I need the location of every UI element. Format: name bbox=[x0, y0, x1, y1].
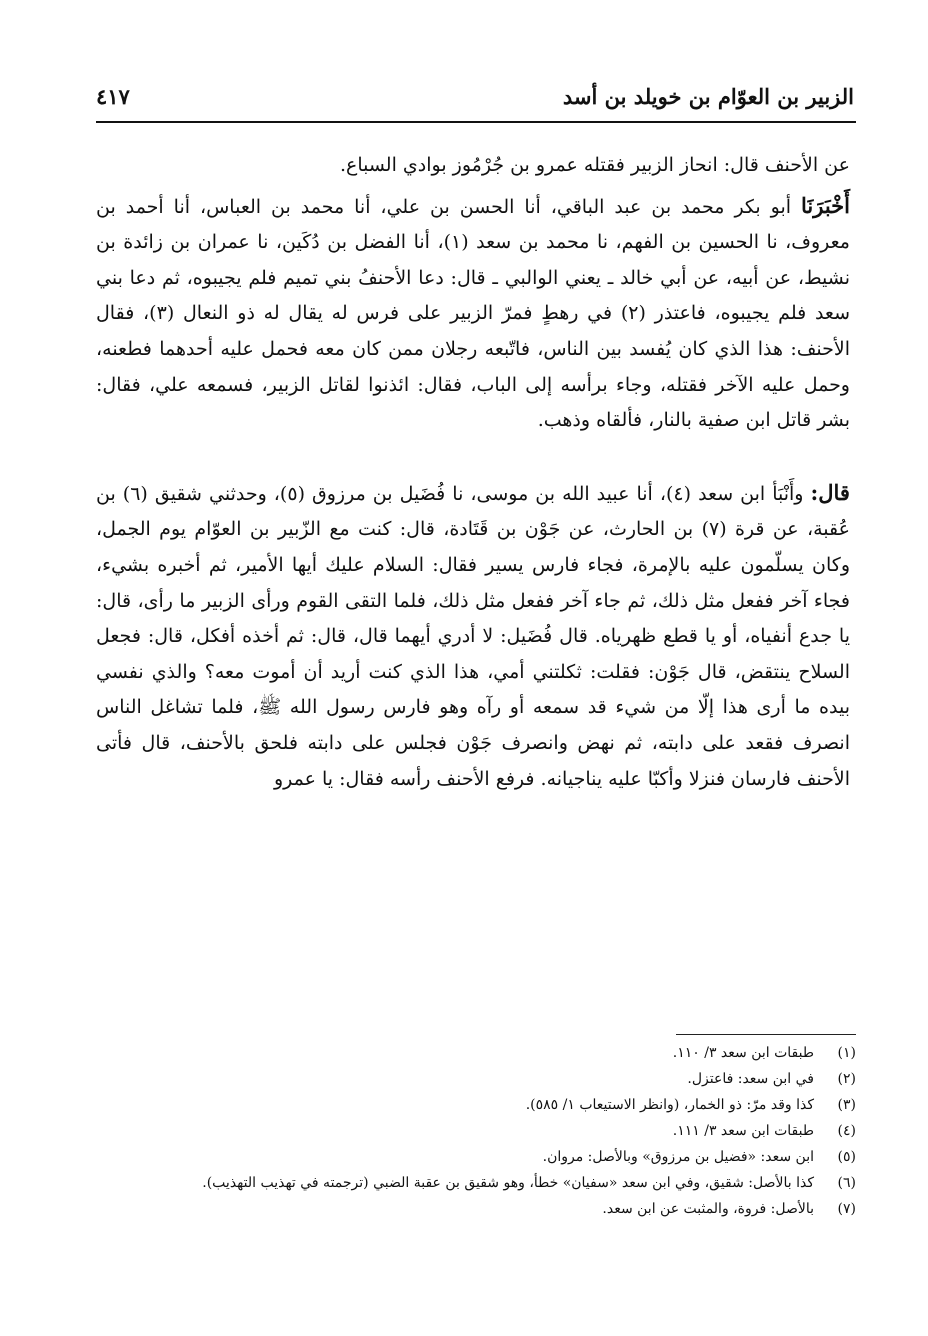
footnote-number: (٣) bbox=[837, 1097, 856, 1113]
footnotes bbox=[96, 1040, 856, 1222]
footnote-number: (١) bbox=[837, 1045, 856, 1061]
footnote-rule bbox=[676, 1034, 856, 1035]
footnote-number: (٦) bbox=[837, 1175, 856, 1191]
paragraph-3-lead: قال: bbox=[810, 479, 850, 505]
main-text bbox=[96, 148, 850, 797]
footnote-text: ابن سعد: «فضيل بن مرزوق» وبالأصل: مروان. bbox=[542, 1149, 814, 1165]
footnote-text: كذا بالأصل: شقيق، وفي ابن سعد «سفيان» خطأ، وهو شقيق بن عقبة الضبي (ترجمته في تهذيب التهذيب). bbox=[202, 1175, 814, 1191]
paragraph-2 bbox=[96, 188, 850, 439]
footnote bbox=[96, 1092, 856, 1118]
footnote bbox=[96, 1170, 856, 1196]
paragraph-3-text: وأَنْبَأ ابن سعد (٤)، أنا عبيد الله بن موسى، نا فُضَيل بن مرزوق (٥)، وحدثني شقيق (٦) بن عُقبة، عن قرة (٧) بن الحارث، عن جَوْن بن قَتَادة، قال: كنت مع الزّبير بن العوّام يوم الجمل، وكان يسلّمون عليه بالإمرة، فجاء فارس يسير فقال: السلام عليك أيها الأمير، ثم أخبره بشيء، فجاء آخر ففعل مثل ذلك، ثم جاء آخر ففعل مثل ذلك، فلما التقى القوم ورأى الزبير ما رأى، قال: يا جدع أنفياه، أو يا قطع ظهرياه. قال فُضَيل: لا أدري أيهما قال، قال: ثم أخذه أفكل، قال: فجعل السلاح ينتقض، قال جَوْن: فقلت: ثكلتني أمي، هذا الذي كنت أريد أن أموت معه؟ والذي نفسي بيده ما أرى هذا إلّا من شيء قد سمعه أو رآه وهو فارس رسول الله ﷺ، فلما تشاغل الناس انصرف فقعد على دابته، ثم نهض وانصرف جَوْن فجلس على دابته فلحق بالأحنف، قال فأتى الأحنف فارسان فنزلا وأكبّا عليه يناجيانه. فرفع الأحنف رأسه فقال: يا عمرو bbox=[96, 482, 850, 790]
footnote-text: طبقات ابن سعد ٣/ ١١٠. bbox=[672, 1045, 814, 1061]
footnote-text: كذا وقد مرّ: ذو الخمار، (وانظر الاستيعاب ١/ ٥٨٥). bbox=[525, 1097, 814, 1113]
paragraph-3 bbox=[96, 475, 850, 797]
footnote bbox=[96, 1144, 856, 1170]
header-rule bbox=[96, 121, 856, 123]
footnote-number: (٤) bbox=[837, 1123, 856, 1139]
paragraph-2-lead: أَخْبَرَنَا bbox=[801, 192, 850, 218]
paragraph-1: عن الأحنف قال: انحاز الزبير فقتله عمرو بن جُرْمُوز بوادي السباع. bbox=[339, 154, 850, 176]
footnote-number: (٢) bbox=[837, 1071, 856, 1087]
page-header bbox=[96, 78, 854, 118]
footnote-text: في ابن سعد: فاعتزل. bbox=[687, 1071, 814, 1087]
footnote bbox=[96, 1196, 856, 1222]
footnote bbox=[96, 1040, 856, 1066]
footnote bbox=[96, 1066, 856, 1092]
footnote-text: بالأصل: فروة، والمثبت عن ابن سعد. bbox=[602, 1201, 814, 1217]
footnote bbox=[96, 1118, 856, 1144]
running-title: الزبير بن العوّام بن خويلد بن أسد bbox=[562, 84, 854, 109]
footnote-number: (٥) bbox=[837, 1149, 856, 1165]
footnote-number: (٧) bbox=[837, 1201, 856, 1217]
page-number: ٤١٧ bbox=[96, 84, 130, 109]
footnote-text: طبقات ابن سعد ٣/ ١١١. bbox=[672, 1123, 814, 1139]
paragraph-2-text: أبو بكر محمد بن عبد الباقي، أنا الحسن بن علي، أنا محمد بن العباس، أنا أحمد بن معروف، نا الحسين بن الفهم، نا محمد بن سعد (١)، أنا الفضل بن دُكَين، نا عمران بن زائدة بن نشيط، عن أبيه، عن أبي خالد ـ يعني الوالبي ـ قال: دعا الأحنفُ بني تميم فلم يجيبوه، ثم دعا بني سعد فلم يجيبوه، فاعتذر (٢) في رهطٍ فمرّ الزبير على فرس له يقال له ذو النعال (٣)، فقال الأحنف: هذا الذي كان يُفسد بين الناس، فاتّبعه رجلان ممن كان معه فحمل عليه أحدهما فطعنه، وحمل عليه الآخر فقتله، وجاء برأسه إلى الباب، فقال: ائذنوا لقاتل الزبير، فسمعه علي، فقال: بشر قاتل ابن صفية بالنار، فألقاه وذهب. bbox=[96, 195, 851, 432]
